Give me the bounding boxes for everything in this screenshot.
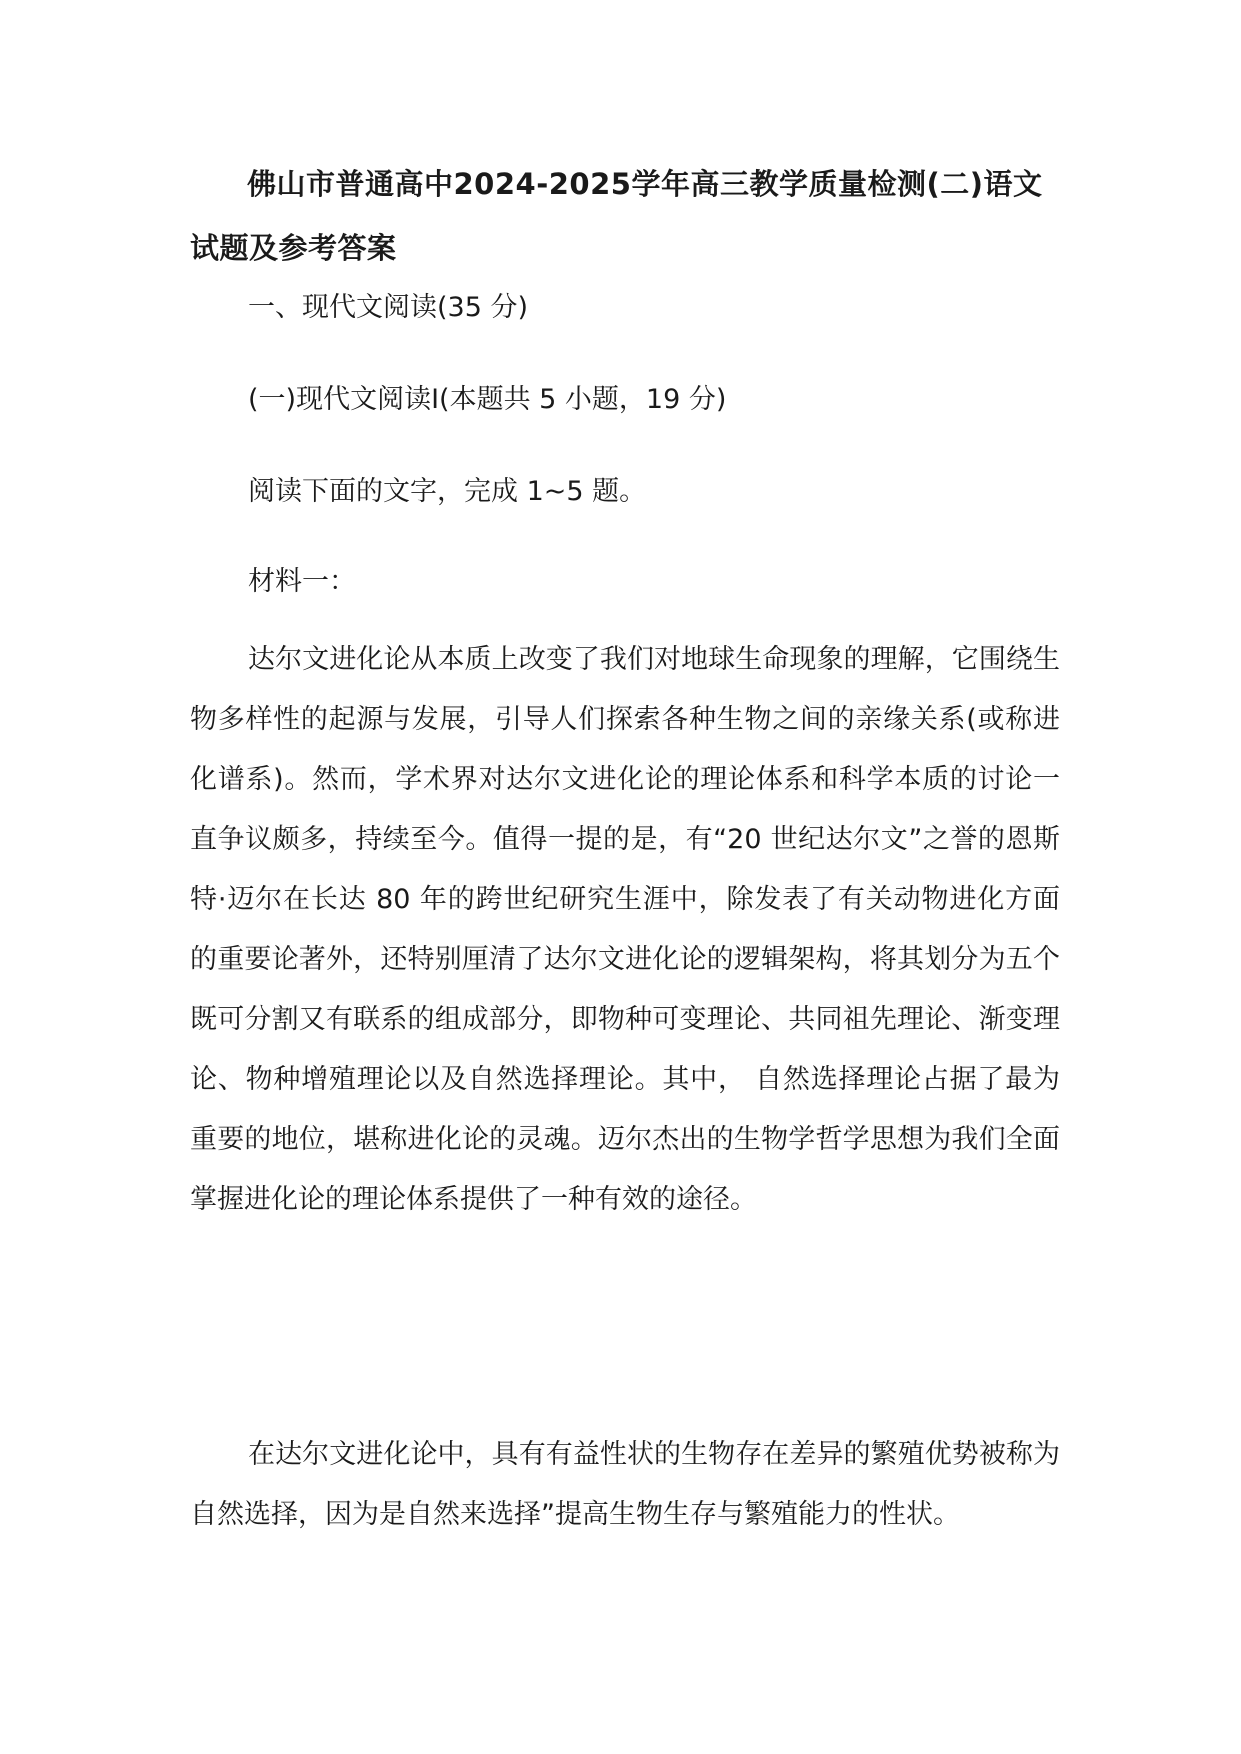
paragraph-2: 在达尔文进化论中，具有有益性状的生物存在差异的繁殖优势被称为自然选择，因为是自然来选择”提高生物生存与繁殖能力的性状。: [190, 1439, 1060, 1530]
instruction-text: 阅读下面的文字，完成 1~5 题。: [248, 476, 647, 507]
subsection-heading: (一)现代文阅读Ⅰ(本题共 5 小题，19 分): [248, 384, 727, 415]
material-label: 材料一：: [248, 566, 356, 597]
section-heading: 一、现代文阅读(35 分): [248, 292, 529, 323]
document-title: 佛山市普通高中2024-2025学年高三教学质量检测(二)语文试题及参考答案: [190, 167, 1043, 265]
paragraph-1: 达尔文进化论从本质上改变了我们对地球生命现象的理解，它围绕生物多样性的起源与发展，引导人们探索各种生物之间的亲缘关系(或称进化谱系)。然而，学术界对达尔文进化论的理论体系和科学本质的讨论一直争议颇多，持续至今。值得一提的是，有“20 世纪达尔文”之誉的恩斯特·迈尔在长达 80 年的跨世纪研究生涯中，除发表了有关动物进化方面的重要论著外，还特别厘清了达尔文进化论的逻辑架构，将其划分为五个既可分割又有联系的组成部分，即物种可变理论、共同祖先理论、渐变理论、物种增殖理论以及自然选择理论。其中， 自然选择理论占据了最为重要的地位，堪称进化论的灵魂。迈尔杰出的生物学哲学思想为我们全面掌握进化论的理论体系提供了一种有效的途径。: [190, 644, 1060, 1215]
